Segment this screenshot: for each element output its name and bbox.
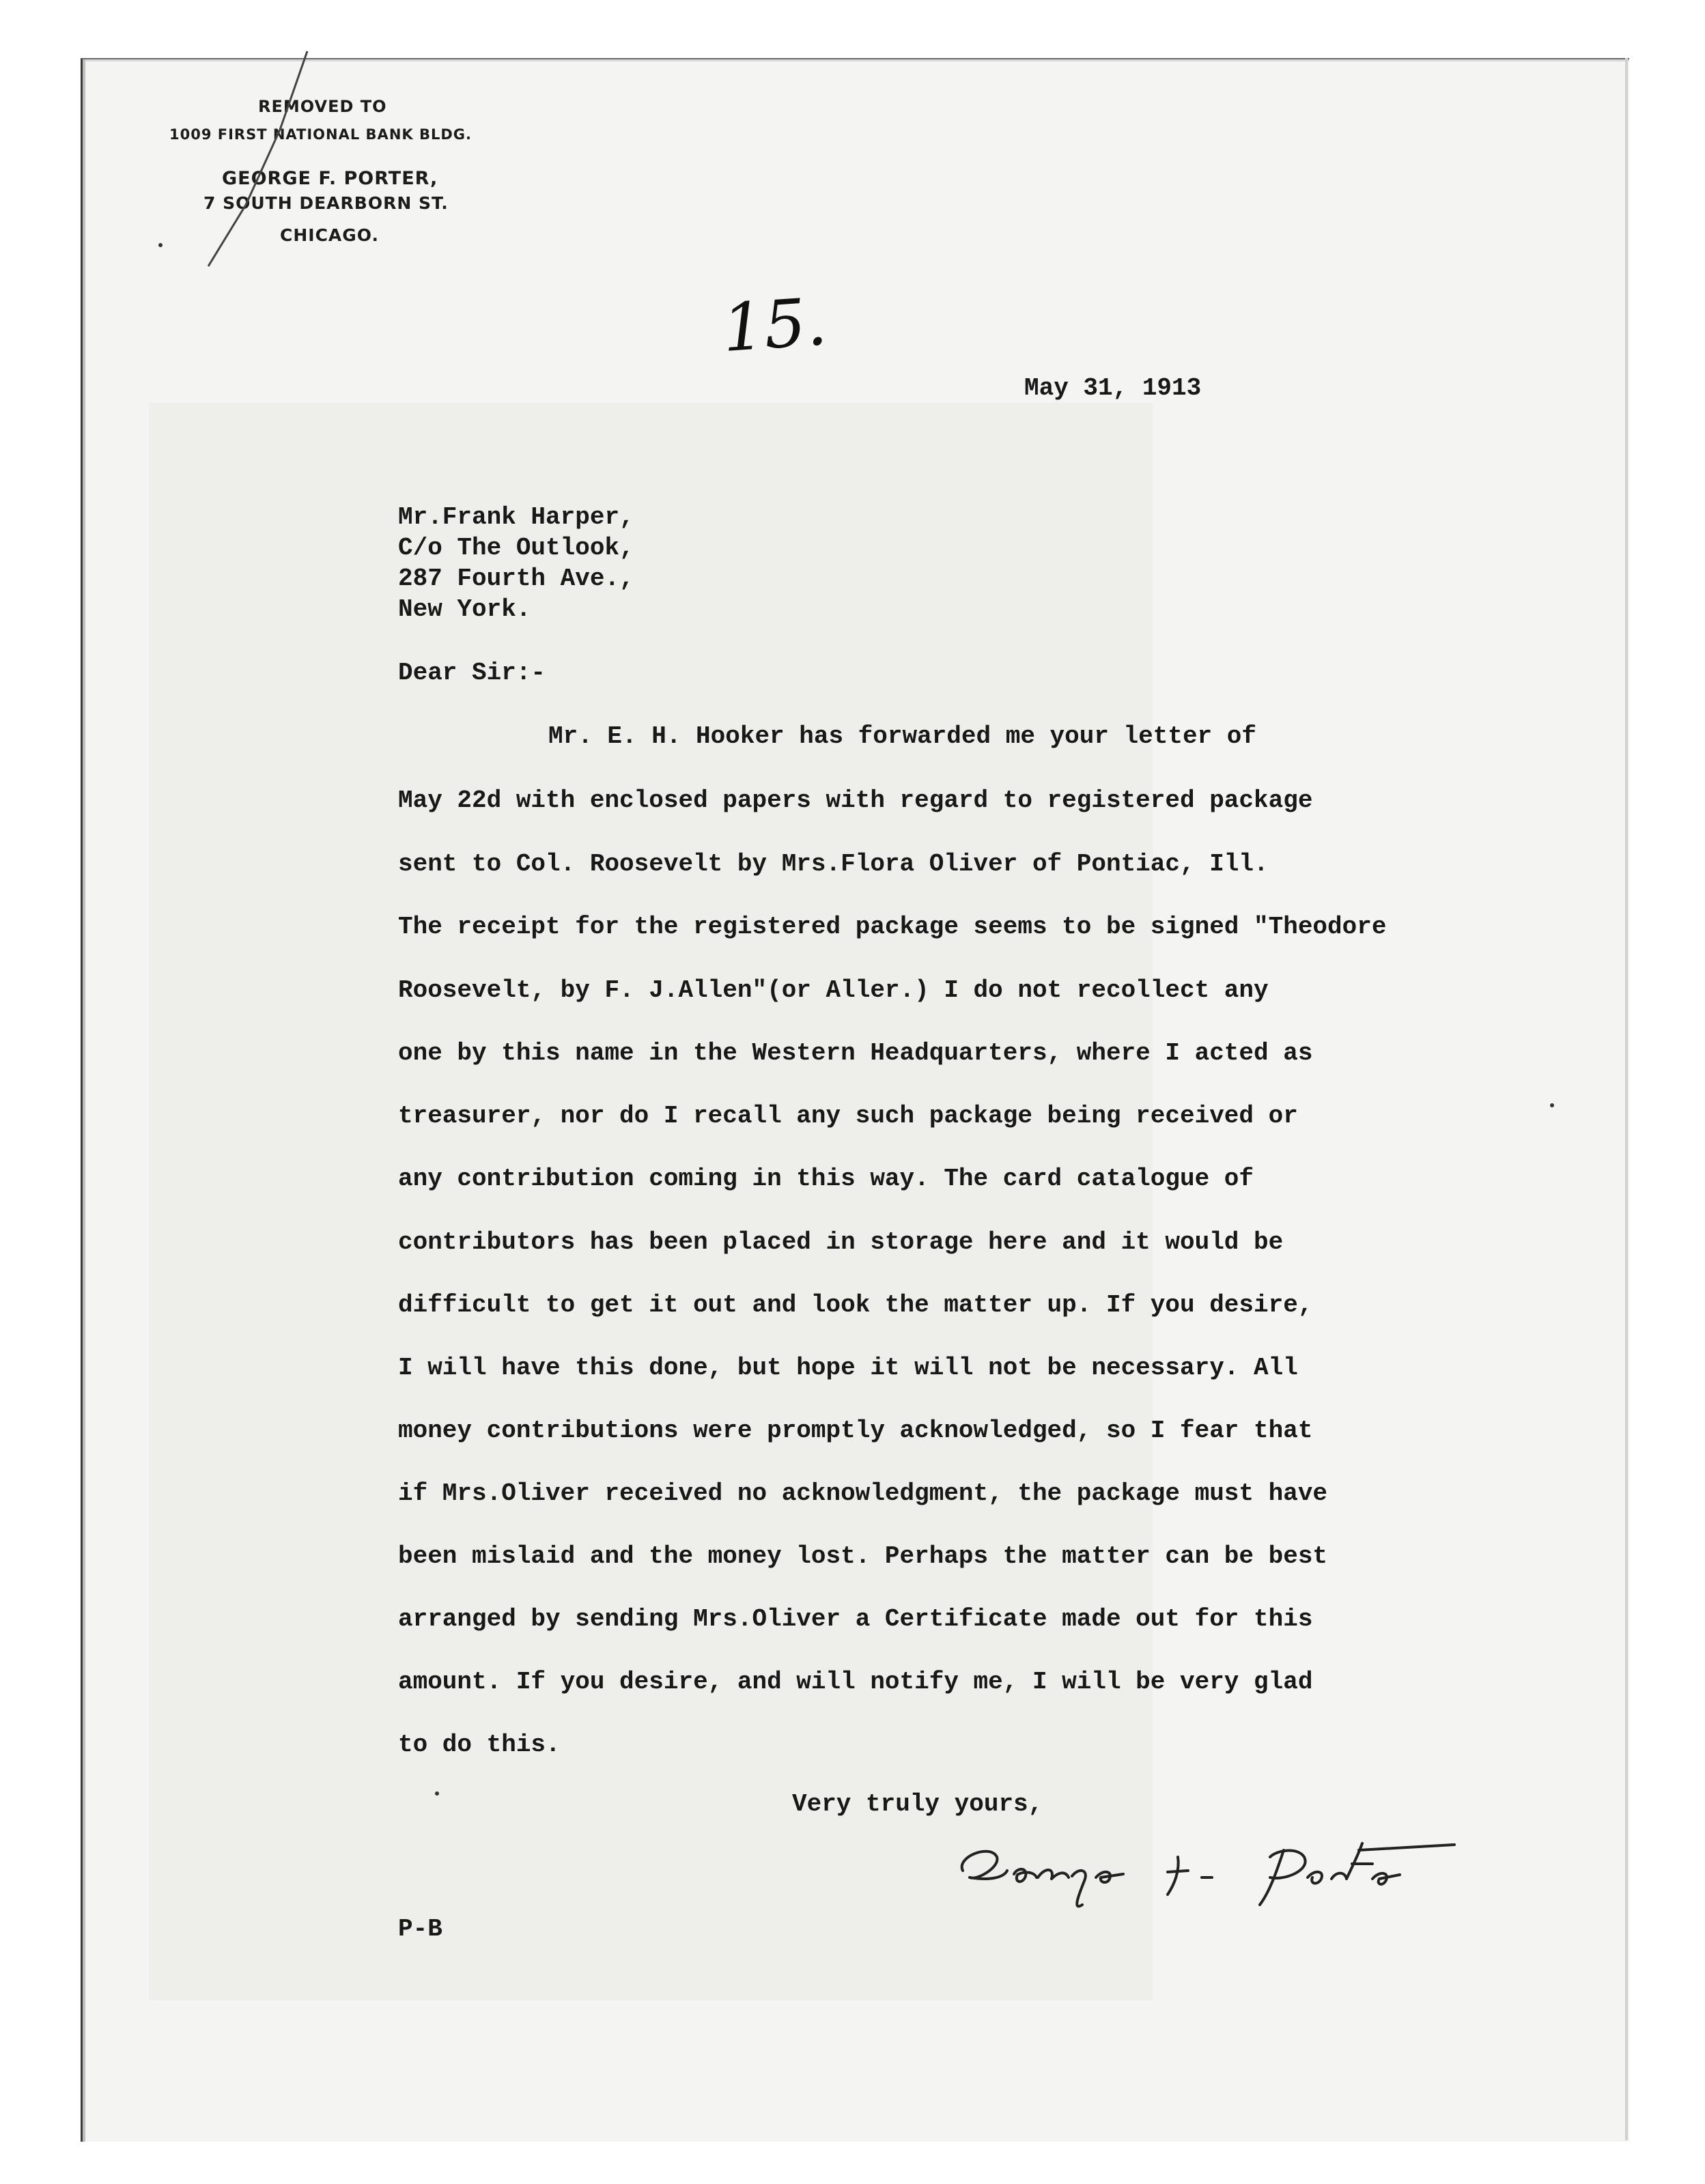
recipient-line-3: 287 Fourth Ave.,	[398, 565, 634, 593]
body-line: Mr. E. H. Hooker has forwarded me your letter of	[548, 722, 1256, 750]
signature	[949, 1830, 1468, 1925]
page-number-handwritten: 15.	[720, 283, 830, 367]
letter-date: May 31, 1913	[1024, 374, 1202, 402]
letterhead-street: 7 SOUTH DEARBORN ST.	[203, 193, 449, 213]
salutation: Dear Sir:-	[398, 659, 546, 687]
paper-speck	[158, 243, 163, 247]
body-line: contributors has been placed in storage here and it would be	[398, 1228, 1284, 1256]
recipient-line-4: New York.	[398, 595, 531, 623]
sheet-edge	[1625, 58, 1628, 2140]
body-line: May 22d with enclosed papers with regard to registered package	[398, 786, 1313, 814]
body-line: been mislaid and the money lost. Perhaps the matter can be best	[398, 1542, 1328, 1570]
letterhead-city: CHICAGO.	[280, 225, 379, 245]
letterhead-name: GEORGE F. PORTER,	[222, 168, 438, 189]
show-through-shadow	[149, 403, 1153, 2000]
body-line: amount. If you desire, and will notify me, I will be very glad	[398, 1668, 1313, 1696]
body-line: money contributions were promptly acknowledged, so I fear that	[398, 1417, 1313, 1445]
pen-stroke	[205, 48, 314, 273]
body-line: arranged by sending Mrs.Oliver a Certificate made out for this	[398, 1605, 1313, 1633]
closing: Very truly yours,	[792, 1790, 1043, 1818]
body-line: if Mrs.Oliver received no acknowledgment, the package must have	[398, 1479, 1328, 1507]
body-line: difficult to get it out and look the matter up. If you desire,	[398, 1291, 1313, 1319]
body-line: sent to Col. Roosevelt by Mrs.Flora Oliver of Pontiac, Ill.	[398, 850, 1269, 878]
letterhead-address: 1009 FIRST NATIONAL BANK BLDG.	[169, 126, 473, 143]
body-line: Roosevelt, by F. J.Allen"(or Aller.) I do not recollect any	[398, 976, 1269, 1004]
body-line: The receipt for the registered package seems to be signed "Theodore	[398, 913, 1387, 941]
recipient-line-2: C/o The Outlook,	[398, 534, 634, 562]
body-line: treasurer, nor do I recall any such package being received or	[398, 1102, 1298, 1130]
typist-initials: P-B	[398, 1915, 442, 1943]
letterhead-removed-to: REMOVED TO	[258, 97, 387, 116]
paper-speck	[1550, 1103, 1554, 1107]
recipient-line-1: Mr.Frank Harper,	[398, 503, 634, 531]
body-line: I will have this done, but hope it will not be necessary. All	[398, 1354, 1298, 1382]
paper-speck	[435, 1791, 439, 1796]
body-line: any contribution coming in this way. The card catalogue of	[398, 1165, 1254, 1193]
body-line: one by this name in the Western Headquarters, where I acted as	[398, 1039, 1313, 1067]
body-line: to do this.	[398, 1731, 561, 1759]
